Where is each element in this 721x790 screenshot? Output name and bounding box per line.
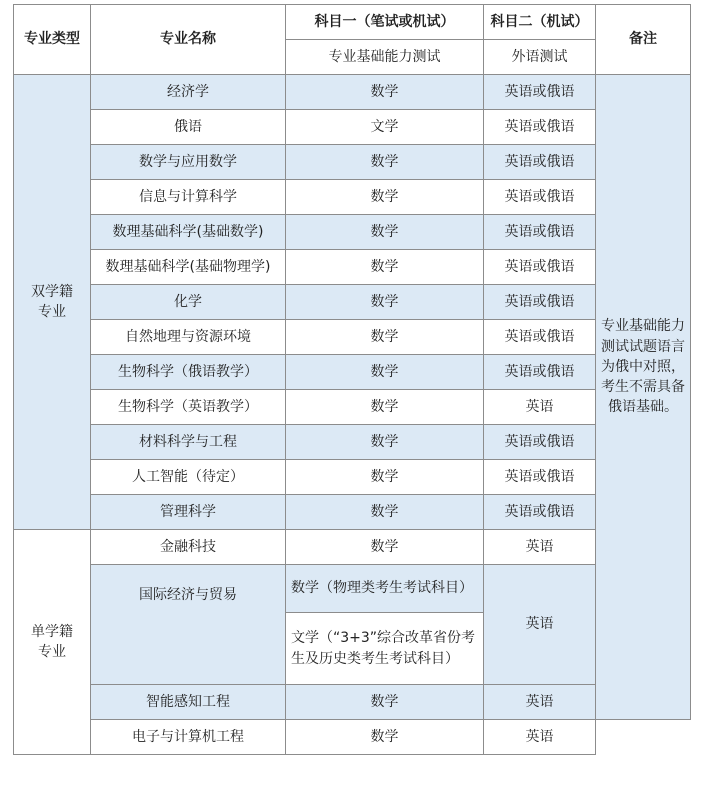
table-row [14,425,691,460]
subject1-cell-history: 文学（“3+3”综合改革省份考生及历史类考生考试科目） [286,613,484,685]
subject2-cell: 英语或俄语 [484,75,596,110]
major-name: 数学与应用数学 [91,145,286,180]
table-row [14,355,691,390]
subject1-cell: 数学 [286,75,484,110]
table-row [14,320,691,355]
subject1-cell: 数学 [286,180,484,215]
subject2-cell: 英语或俄语 [484,110,596,145]
subject1-cell: 数学 [286,250,484,285]
subject1-cell: 文学 [286,110,484,145]
table-row [14,285,691,320]
subject1-cell: 数学 [286,720,484,755]
subject2-cell: 英语或俄语 [484,285,596,320]
major-name: 信息与计算科学 [91,180,286,215]
header-subject2-sub: 外语测试 [484,40,596,75]
subject1-cell: 数学 [286,685,484,720]
subject1-cell: 数学 [286,460,484,495]
table-row [14,685,691,720]
major-name: 材料科学与工程 [91,425,286,460]
group-double: 双学籍 专业 [14,75,91,530]
header-subject2: 科目二（机试） [484,5,596,40]
major-name: 金融科技 [91,530,286,565]
table-row [14,145,691,180]
header-name: 专业名称 [91,5,286,75]
major-name: 电子与计算机工程 [91,720,286,755]
subject1-cell: 数学 [286,145,484,180]
subject2-cell: 英语 [484,685,596,720]
major-name: 俄语 [91,110,286,145]
subject1-cell: 数学 [286,215,484,250]
major-name: 智能感知工程 [91,685,286,720]
subject1-cell: 数学 [286,425,484,460]
subject2-cell: 英语 [484,390,596,425]
table-row [14,215,691,250]
table-row [14,460,691,495]
major-name: 化学 [91,285,286,320]
major-name: 生物科学（俄语教学） [91,355,286,390]
remark-text: 专业基础能力测试试题语言为俄中对照，考生不需具备俄语基础。 [601,318,685,416]
subject1-cell-physics: 数学（物理类考生考试科目） [286,565,484,613]
subject1-cell: 数学 [286,390,484,425]
subject2-cell: 英语或俄语 [484,320,596,355]
table-row [14,530,691,565]
header-remark: 备注 [596,5,691,75]
subject1-cell: 数学 [286,495,484,530]
admission-subject-table [13,4,691,755]
major-name: 自然地理与资源环境 [91,320,286,355]
subject2-cell: 英语 [484,565,596,685]
table-row [14,110,691,145]
subject1-cell: 数学 [286,355,484,390]
header-subject1: 科目一（笔试或机试） [286,5,484,40]
header-subject1-sub: 专业基础能力测试 [286,40,484,75]
subject2-cell: 英语或俄语 [484,215,596,250]
major-name: 国际经济与贸易 [91,565,286,685]
major-name: 数理基础科学(基础数学) [91,215,286,250]
major-name: 数理基础科学(基础物理学) [91,250,286,285]
major-name: 人工智能（待定） [91,460,286,495]
table-row [14,75,691,110]
subject1-cell: 数学 [286,530,484,565]
table-row [14,180,691,215]
table-row [14,565,691,613]
group-single: 单学籍 专业 [14,530,91,755]
subject2-cell: 英语或俄语 [484,460,596,495]
table-row [14,495,691,530]
subject2-cell: 英语 [484,530,596,565]
major-name: 生物科学（英语教学） [91,390,286,425]
subject2-cell: 英语或俄语 [484,145,596,180]
subject2-cell: 英语或俄语 [484,250,596,285]
subject2-cell: 英语或俄语 [484,355,596,390]
remark-note [596,75,691,720]
major-name: 管理科学 [91,495,286,530]
subject2-cell: 英语或俄语 [484,180,596,215]
subject2-cell: 英语或俄语 [484,425,596,460]
table-row [14,720,691,755]
subject1-cell: 数学 [286,320,484,355]
table-row [14,250,691,285]
subject2-cell: 英语 [484,720,596,755]
table-row [14,390,691,425]
major-name: 经济学 [91,75,286,110]
subject1-cell: 数学 [286,285,484,320]
subject2-cell: 英语或俄语 [484,495,596,530]
header-type: 专业类型 [14,5,91,75]
